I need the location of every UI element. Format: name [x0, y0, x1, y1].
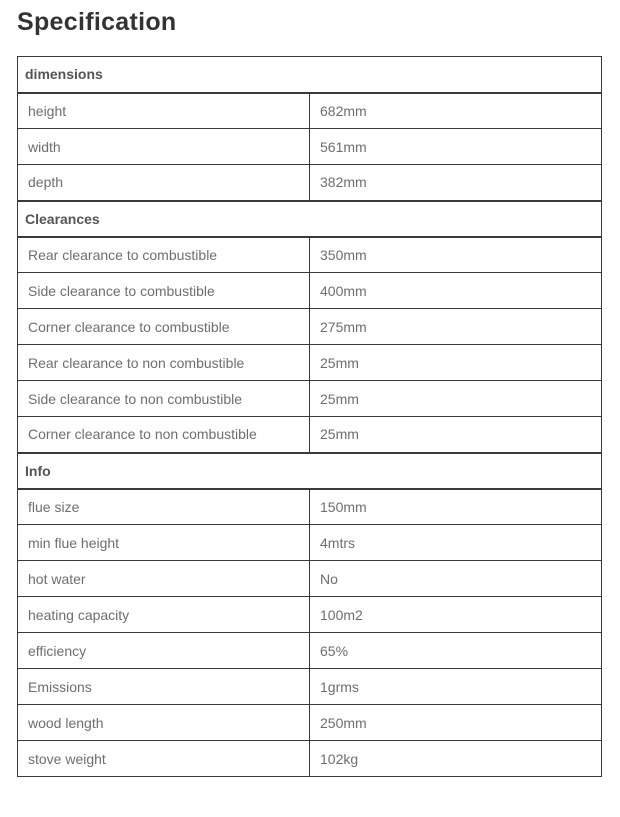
spec-value: 25mm	[310, 417, 602, 453]
spec-label: Side clearance to non combustible	[18, 381, 310, 417]
spec-value: 25mm	[310, 381, 602, 417]
spec-value: 150mm	[310, 489, 602, 525]
table-row	[18, 273, 602, 309]
section-heading: Clearances	[18, 201, 602, 237]
section-header-dimensions	[18, 57, 602, 93]
table-row	[18, 417, 602, 453]
table-row	[18, 489, 602, 525]
spec-label: Rear clearance to combustible	[18, 237, 310, 273]
spec-label: depth	[18, 165, 310, 201]
page-title: Specification	[17, 8, 177, 36]
spec-value: 382mm	[310, 165, 602, 201]
spec-label: wood length	[18, 705, 310, 741]
spec-label: efficiency	[18, 633, 310, 669]
spec-value: 4mtrs	[310, 525, 602, 561]
section-heading: dimensions	[18, 57, 602, 93]
spec-value: 275mm	[310, 309, 602, 345]
table-row	[18, 237, 602, 273]
spec-label: hot water	[18, 561, 310, 597]
table-row	[18, 525, 602, 561]
spec-value: 400mm	[310, 273, 602, 309]
spec-value: 561mm	[310, 129, 602, 165]
table-row	[18, 561, 602, 597]
spec-value: 100m2	[310, 597, 602, 633]
table-row	[18, 345, 602, 381]
section-heading: Info	[18, 453, 602, 489]
table-row	[18, 705, 602, 741]
spec-label: height	[18, 93, 310, 129]
spec-label: Side clearance to combustible	[18, 273, 310, 309]
spec-label: flue size	[18, 489, 310, 525]
spec-value: 250mm	[310, 705, 602, 741]
spec-label: width	[18, 129, 310, 165]
spec-value: 1grms	[310, 669, 602, 705]
section-header-info	[18, 453, 602, 489]
table-row	[18, 165, 602, 201]
spec-value: 102kg	[310, 741, 602, 777]
spec-label: Rear clearance to non combustible	[18, 345, 310, 381]
spec-value: 65%	[310, 633, 602, 669]
table-row	[18, 381, 602, 417]
table-row	[18, 669, 602, 705]
table-row	[18, 741, 602, 777]
spec-value: No	[310, 561, 602, 597]
table-row	[18, 93, 602, 129]
spec-label: Corner clearance to non combustible	[18, 417, 310, 453]
spec-label: Emissions	[18, 669, 310, 705]
section-header-clearances	[18, 201, 602, 237]
spec-label: Corner clearance to combustible	[18, 309, 310, 345]
table-row	[18, 129, 602, 165]
spec-label: stove weight	[18, 741, 310, 777]
table-row	[18, 633, 602, 669]
table-row	[18, 597, 602, 633]
spec-value: 682mm	[310, 93, 602, 129]
spec-label: heating capacity	[18, 597, 310, 633]
spec-label: min flue height	[18, 525, 310, 561]
spec-value: 25mm	[310, 345, 602, 381]
spec-table	[17, 56, 602, 777]
table-row	[18, 309, 602, 345]
spec-value: 350mm	[310, 237, 602, 273]
